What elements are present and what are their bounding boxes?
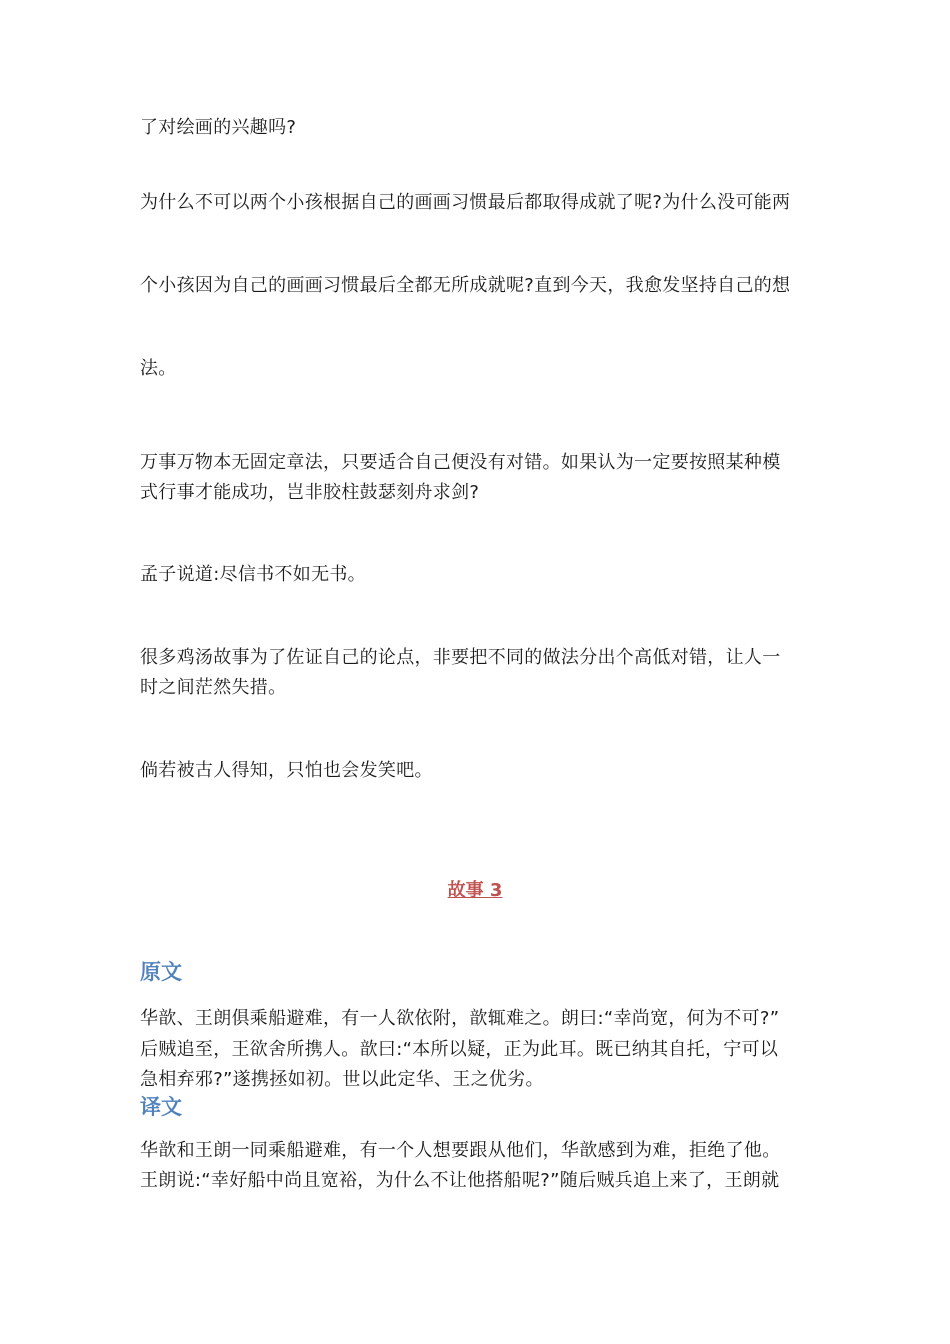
translation-line: 华歆和王朗一同乘船避难，有一个人想要跟从他们，华歆感到为难，拒绝了他。 <box>140 1140 781 1161</box>
paragraph-line: 时之间茫然失措。 <box>140 677 287 698</box>
paragraph-line: 为什么不可以两个小孩根据自己的画画习惯最后都取得成就了呢?为什么没可能两 <box>140 192 791 213</box>
translation-line: 王朗说:“幸好船中尚且宽裕，为什么不让他搭船呢?”随后贼兵追上来了，王朗就 <box>140 1170 780 1191</box>
paragraph-line: 倘若被古人得知，只怕也会发笑吧。 <box>140 760 433 781</box>
original-text-line: 华歆、王朗俱乘船避难，有一人欲依附，歆辄难之。朗曰:“幸尚宽，何为不可?” <box>140 1008 780 1029</box>
original-text-line: 急相弃邪?”遂携拯如初。世以此定华、王之优劣。 <box>140 1069 544 1090</box>
translation-heading: 译文 <box>140 1095 182 1119</box>
paragraph-line: 了对绘画的兴趣吗? <box>140 117 297 138</box>
original-text-line: 后贼追至，王欲舍所携人。歆曰:“本所以疑，正为此耳。既已纳其自托，宁可以 <box>140 1039 779 1060</box>
paragraph-line: 式行事才能成功，岂非胶柱鼓瑟刻舟求剑? <box>140 482 480 503</box>
paragraph-line: 个小孩因为自己的画画习惯最后全都无所成就呢?直到今天，我愈发坚持自己的想 <box>140 275 791 296</box>
story-title: 故事 3 <box>447 880 503 901</box>
paragraph-line: 孟子说道:尽信书不如无书。 <box>140 564 366 585</box>
paragraph-line: 很多鸡汤故事为了佐证自己的论点，非要把不同的做法分出个高低对错，让人一 <box>140 647 781 668</box>
paragraph-line: 万事万物本无固定章法，只要适合自己便没有对错。如果认为一定要按照某种模 <box>140 452 781 473</box>
original-text-heading: 原文 <box>140 960 182 984</box>
paragraph-line: 法。 <box>140 358 177 379</box>
